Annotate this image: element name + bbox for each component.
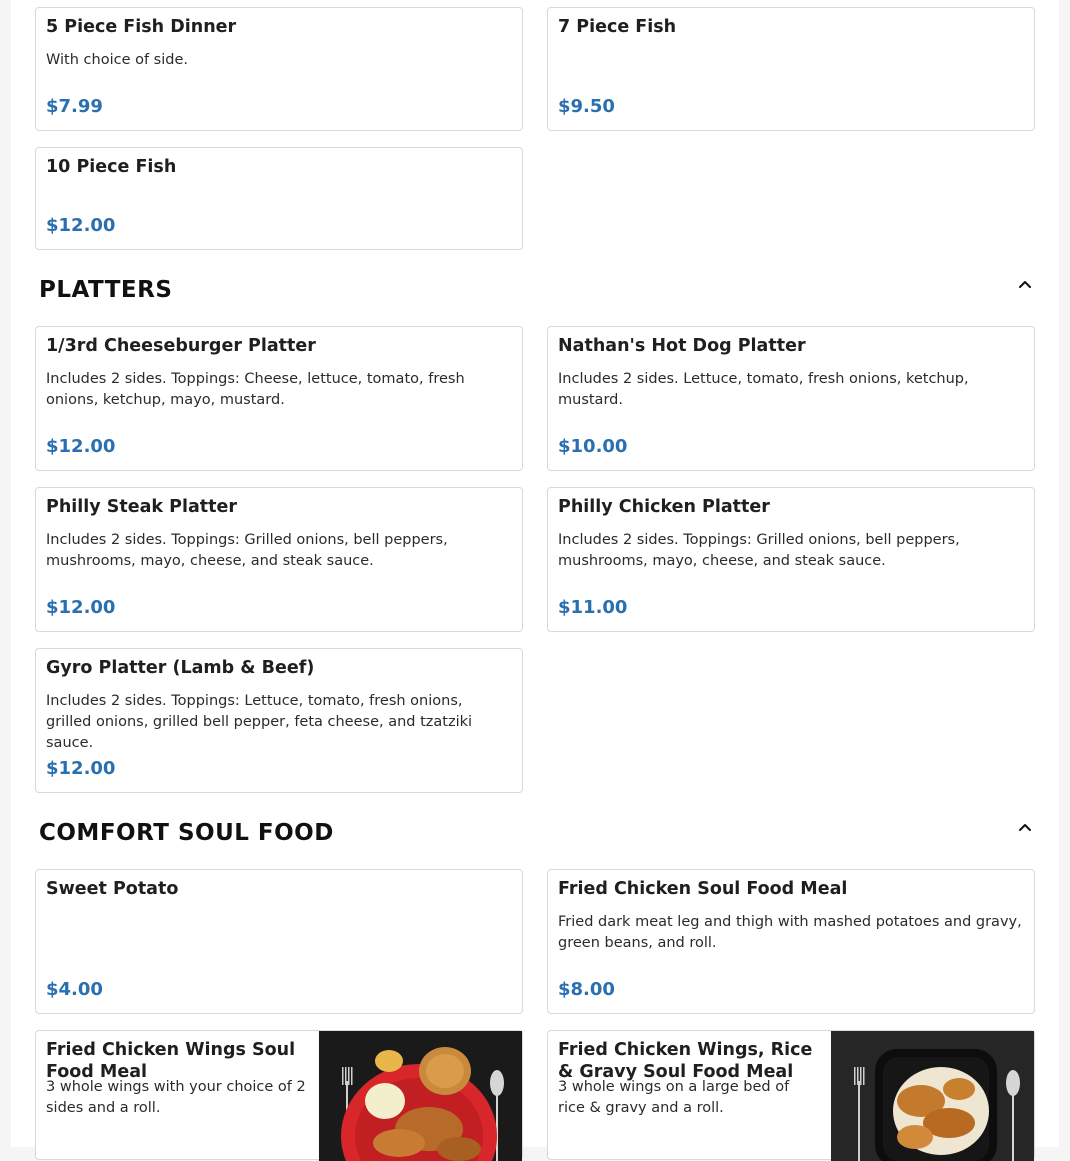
item-price: $4.00 — [46, 979, 103, 1000]
section-title-platters: PLATTERS — [39, 277, 173, 303]
item-price: $7.99 — [46, 96, 103, 117]
item-price: $12.00 — [46, 215, 116, 236]
item-name: 7 Piece Fish — [558, 17, 677, 37]
item-name: Philly Steak Platter — [46, 497, 238, 517]
item-name: Philly Chicken Platter — [558, 497, 770, 517]
menu-item-card[interactable] — [35, 1030, 523, 1160]
item-name: Gyro Platter (Lamb & Beef) — [46, 658, 315, 678]
item-price: $9.50 — [558, 96, 615, 117]
item-name: Fried Chicken Soul Food Meal — [558, 879, 848, 899]
menu-item-card[interactable] — [35, 147, 523, 250]
food-photo — [831, 1031, 1034, 1161]
menu-item-card[interactable] — [35, 487, 523, 632]
item-price: $12.00 — [46, 436, 116, 457]
menu-item-card[interactable] — [35, 326, 523, 471]
item-description: Includes 2 sides. Toppings: Cheese, lettuce, tomato, fresh onions, ketchup, mayo, mustard. — [46, 371, 465, 408]
item-description: Includes 2 sides. Toppings: Lettuce, tomato, fresh onions, grilled onions, grilled bell pepper, feta cheese, and tzatziki sauce. — [46, 693, 473, 751]
item-name: 5 Piece Fish Dinner — [46, 17, 237, 37]
item-description: 3 whole wings with your choice of 2 sides and a roll. — [46, 1079, 306, 1116]
chevron-up-icon[interactable] — [1015, 274, 1035, 294]
section-title-comfort-soul-food: COMFORT SOUL FOOD — [39, 820, 334, 846]
item-price: $12.00 — [46, 758, 116, 779]
item-description: Includes 2 sides. Lettuce, tomato, fresh onions, ketchup, mustard. — [558, 371, 969, 408]
menu-item-card[interactable] — [547, 326, 1035, 471]
menu-item-card[interactable] — [547, 869, 1035, 1014]
item-description: With choice of side. — [46, 52, 188, 68]
item-price-partial — [46, 1141, 118, 1155]
menu-page — [11, 0, 1059, 1147]
item-description: Includes 2 sides. Toppings: Grilled onions, bell peppers, mushrooms, mayo, cheese, and steak sauce. — [46, 532, 448, 569]
item-description: Includes 2 sides. Toppings: Grilled onions, bell peppers, mushrooms, mayo, cheese, and steak sauce. — [558, 532, 960, 569]
item-name: Fried Chicken Wings Soul Food Meal — [46, 1040, 296, 1082]
item-name: Fried Chicken Wings, Rice & Gravy Soul Food Meal — [558, 1040, 813, 1082]
item-price: $10.00 — [558, 436, 628, 457]
menu-item-card[interactable] — [547, 7, 1035, 131]
item-name: 1/3rd Cheeseburger Platter — [46, 336, 316, 356]
item-name: Nathan's Hot Dog Platter — [558, 336, 806, 356]
menu-item-card[interactable] — [547, 487, 1035, 632]
item-price-partial — [558, 1141, 630, 1155]
chevron-up-icon[interactable] — [1015, 817, 1035, 837]
menu-item-card[interactable] — [35, 648, 523, 793]
menu-item-card[interactable] — [547, 1030, 1035, 1160]
item-description: Fried dark meat leg and thigh with mashed potatoes and gravy, green beans, and roll. — [558, 914, 1022, 951]
food-photo — [319, 1031, 522, 1161]
menu-item-card[interactable] — [35, 7, 523, 131]
menu-item-card[interactable] — [35, 869, 523, 1014]
item-price: $8.00 — [558, 979, 615, 1000]
item-price: $12.00 — [46, 597, 116, 618]
item-name: 10 Piece Fish — [46, 157, 177, 177]
item-name: Sweet Potato — [46, 879, 179, 899]
item-price: $11.00 — [558, 597, 628, 618]
item-description: 3 whole wings on a large bed of rice & gravy and a roll. — [558, 1079, 790, 1116]
